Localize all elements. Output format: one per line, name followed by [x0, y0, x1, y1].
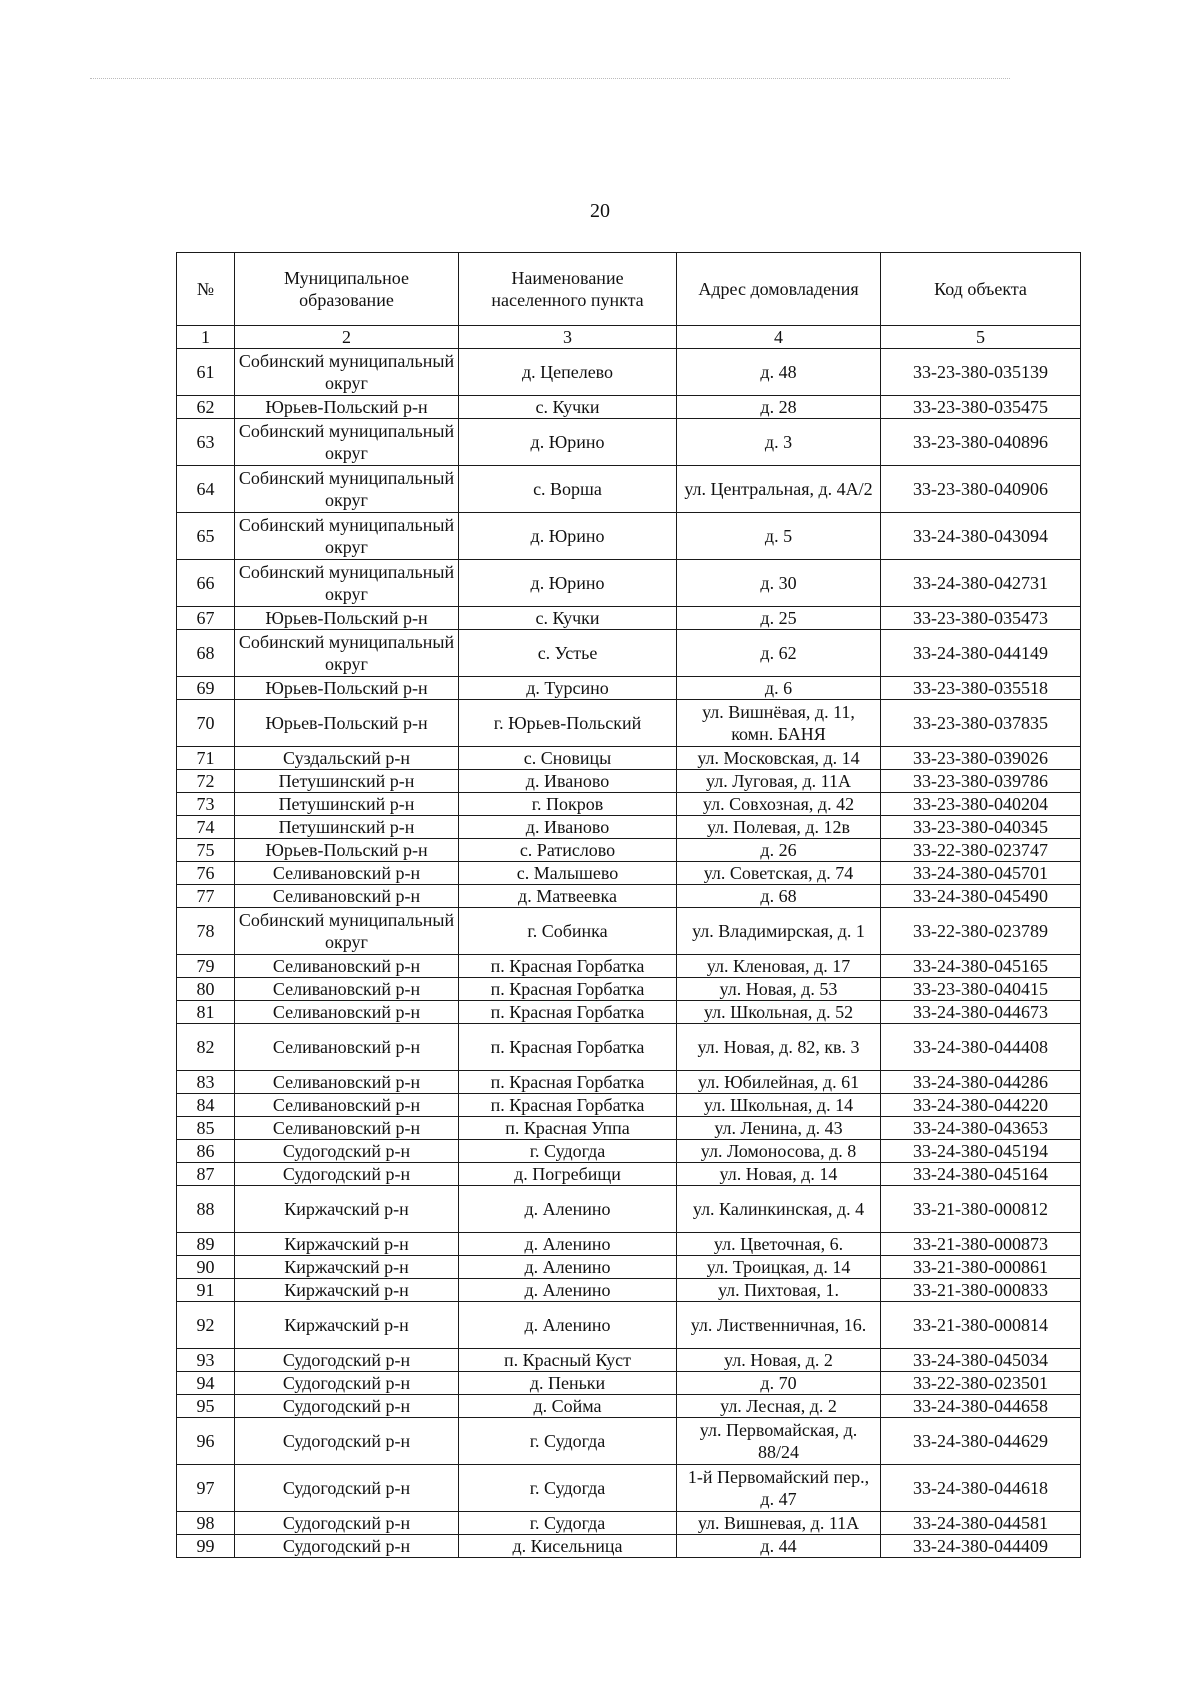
row-number: 74	[177, 816, 235, 839]
municipality-cell: Юрьев-Польский р-н	[235, 700, 459, 747]
row-number: 83	[177, 1071, 235, 1094]
table-header-row	[177, 253, 1081, 326]
row-number: 95	[177, 1395, 235, 1418]
row-number: 61	[177, 349, 235, 396]
municipality-cell: Судогодский р-н	[235, 1418, 459, 1465]
object-code-cell: 33-23-380-035518	[881, 677, 1081, 700]
address-cell: ул. Новая, д. 82, кв. 3	[677, 1024, 881, 1071]
settlement-cell: с. Малышево	[459, 862, 677, 885]
row-number: 87	[177, 1163, 235, 1186]
address-cell: ул. Лесная, д. 2	[677, 1395, 881, 1418]
table-row	[177, 1418, 1081, 1465]
row-number: 70	[177, 700, 235, 747]
table-row	[177, 978, 1081, 1001]
object-code-cell: 33-24-380-045701	[881, 862, 1081, 885]
table-row	[177, 1395, 1081, 1418]
address-cell: д. 5	[677, 513, 881, 560]
row-number: 94	[177, 1372, 235, 1395]
object-code-cell: 33-23-380-040415	[881, 978, 1081, 1001]
address-cell: д. 26	[677, 839, 881, 862]
object-code-cell: 33-24-380-044286	[881, 1071, 1081, 1094]
table-row	[177, 630, 1081, 677]
row-number: 84	[177, 1094, 235, 1117]
row-number: 76	[177, 862, 235, 885]
table-row	[177, 560, 1081, 607]
row-number: 68	[177, 630, 235, 677]
address-cell: ул. Кленовая, д. 17	[677, 955, 881, 978]
address-cell: ул. Новая, д. 2	[677, 1349, 881, 1372]
object-code-cell: 33-24-380-045164	[881, 1163, 1081, 1186]
settlement-cell: с. Сновицы	[459, 747, 677, 770]
settlement-cell: п. Красная Уппа	[459, 1117, 677, 1140]
settlement-cell: с. Кучки	[459, 396, 677, 419]
address-cell: ул. Луговая, д. 11А	[677, 770, 881, 793]
row-number: 89	[177, 1233, 235, 1256]
settlement-cell: с. Кучки	[459, 607, 677, 630]
address-cell: ул. Вишнёвая, д. 11, комн. БАНЯ	[677, 700, 881, 747]
address-cell: ул. Новая, д. 14	[677, 1163, 881, 1186]
settlement-cell: с. Устье	[459, 630, 677, 677]
address-cell: ул. Центральная, д. 4А/2	[677, 466, 881, 513]
row-number: 75	[177, 839, 235, 862]
row-number: 86	[177, 1140, 235, 1163]
table-row	[177, 607, 1081, 630]
municipality-cell: Юрьев-Польский р-н	[235, 677, 459, 700]
settlement-cell: п. Красная Горбатка	[459, 1094, 677, 1117]
settlement-cell: п. Красная Горбатка	[459, 1001, 677, 1024]
table-row	[177, 1071, 1081, 1094]
settlement-cell: п. Красная Горбатка	[459, 955, 677, 978]
settlement-cell: д. Иваново	[459, 770, 677, 793]
address-cell: ул. Школьная, д. 52	[677, 1001, 881, 1024]
address-cell: д. 30	[677, 560, 881, 607]
row-number: 64	[177, 466, 235, 513]
table-row	[177, 862, 1081, 885]
municipality-cell: Собинский муниципальный округ	[235, 466, 459, 513]
object-code-cell: 33-23-380-035475	[881, 396, 1081, 419]
table-row	[177, 1001, 1081, 1024]
municipality-cell: Селивановский р-н	[235, 1117, 459, 1140]
address-cell: ул. Полевая, д. 12в	[677, 816, 881, 839]
table-row	[177, 1535, 1081, 1558]
header-settlement: Наименование населенного пункта	[459, 253, 677, 326]
object-code-cell: 33-23-380-039786	[881, 770, 1081, 793]
row-number: 78	[177, 908, 235, 955]
table-row	[177, 1302, 1081, 1349]
row-number: 96	[177, 1418, 235, 1465]
column-index: 5	[881, 326, 1081, 349]
municipality-cell: Киржачский р-н	[235, 1186, 459, 1233]
settlement-cell: д. Сойма	[459, 1395, 677, 1418]
municipality-cell: Судогодский р-н	[235, 1140, 459, 1163]
address-cell: д. 44	[677, 1535, 881, 1558]
row-number: 72	[177, 770, 235, 793]
municipality-cell: Селивановский р-н	[235, 1071, 459, 1094]
table-row	[177, 513, 1081, 560]
object-code-cell: 33-24-380-045165	[881, 955, 1081, 978]
object-code-cell: 33-23-380-039026	[881, 747, 1081, 770]
municipality-cell: Судогодский р-н	[235, 1512, 459, 1535]
municipality-cell: Собинский муниципальный округ	[235, 908, 459, 955]
municipality-cell: Юрьев-Польский р-н	[235, 839, 459, 862]
row-number: 93	[177, 1349, 235, 1372]
object-code-cell: 33-21-380-000873	[881, 1233, 1081, 1256]
object-code-cell: 33-22-380-023789	[881, 908, 1081, 955]
address-cell: д. 62	[677, 630, 881, 677]
table-row	[177, 1465, 1081, 1512]
object-code-cell: 33-24-380-045194	[881, 1140, 1081, 1163]
municipality-cell: Киржачский р-н	[235, 1233, 459, 1256]
object-code-cell: 33-24-380-044408	[881, 1024, 1081, 1071]
table-row	[177, 419, 1081, 466]
table-row	[177, 1024, 1081, 1071]
object-code-cell: 33-24-380-044149	[881, 630, 1081, 677]
municipality-cell: Собинский муниципальный округ	[235, 630, 459, 677]
municipality-cell: Селивановский р-н	[235, 862, 459, 885]
settlement-cell: д. Турсино	[459, 677, 677, 700]
header-number: №	[177, 253, 235, 326]
municipality-cell: Юрьев-Польский р-н	[235, 396, 459, 419]
settlement-cell: д. Кисельница	[459, 1535, 677, 1558]
municipality-cell: Селивановский р-н	[235, 885, 459, 908]
table-row	[177, 1512, 1081, 1535]
row-number: 79	[177, 955, 235, 978]
municipality-cell: Селивановский р-н	[235, 1001, 459, 1024]
municipality-cell: Киржачский р-н	[235, 1256, 459, 1279]
municipality-cell: Селивановский р-н	[235, 1094, 459, 1117]
municipality-cell: Собинский муниципальный округ	[235, 560, 459, 607]
settlement-cell: с. Ратислово	[459, 839, 677, 862]
settlement-cell: д. Иваново	[459, 816, 677, 839]
address-cell: ул. Вишневая, д. 11А	[677, 1512, 881, 1535]
table-row	[177, 1186, 1081, 1233]
table-row	[177, 885, 1081, 908]
table-row	[177, 349, 1081, 396]
row-number: 99	[177, 1535, 235, 1558]
settlement-cell: г. Собинка	[459, 908, 677, 955]
row-number: 63	[177, 419, 235, 466]
address-cell: д. 6	[677, 677, 881, 700]
records-table	[176, 252, 1081, 1558]
address-cell: д. 68	[677, 885, 881, 908]
municipality-cell: Собинский муниципальный округ	[235, 419, 459, 466]
table-row	[177, 466, 1081, 513]
row-number: 69	[177, 677, 235, 700]
object-code-cell: 33-23-380-040204	[881, 793, 1081, 816]
object-code-cell: 33-24-380-044220	[881, 1094, 1081, 1117]
table-row	[177, 396, 1081, 419]
object-code-cell: 33-21-380-000833	[881, 1279, 1081, 1302]
settlement-cell: п. Красная Горбатка	[459, 978, 677, 1001]
object-code-cell: 33-22-380-023747	[881, 839, 1081, 862]
municipality-cell: Петушинский р-н	[235, 816, 459, 839]
row-number: 80	[177, 978, 235, 1001]
column-index: 1	[177, 326, 235, 349]
settlement-cell: г. Покров	[459, 793, 677, 816]
row-number: 85	[177, 1117, 235, 1140]
table-body	[177, 349, 1081, 1558]
row-number: 71	[177, 747, 235, 770]
object-code-cell: 33-23-380-035139	[881, 349, 1081, 396]
table-row	[177, 1256, 1081, 1279]
table-row	[177, 1349, 1081, 1372]
address-cell: ул. Цветочная, 6.	[677, 1233, 881, 1256]
settlement-cell: д. Цепелево	[459, 349, 677, 396]
object-code-cell: 33-23-380-037835	[881, 700, 1081, 747]
table-row	[177, 1140, 1081, 1163]
address-cell: ул. Новая, д. 53	[677, 978, 881, 1001]
address-cell: ул. Совхозная, д. 42	[677, 793, 881, 816]
header-object-code: Код объекта	[881, 253, 1081, 326]
object-code-cell: 33-21-380-000861	[881, 1256, 1081, 1279]
column-index-row	[177, 326, 1081, 349]
page-number: 20	[590, 200, 610, 222]
row-number: 66	[177, 560, 235, 607]
column-index: 3	[459, 326, 677, 349]
address-cell: д. 48	[677, 349, 881, 396]
table-row	[177, 1094, 1081, 1117]
object-code-cell: 33-24-380-044658	[881, 1395, 1081, 1418]
settlement-cell: г. Юрьев-Польский	[459, 700, 677, 747]
table-row	[177, 677, 1081, 700]
settlement-cell: г. Судогда	[459, 1140, 677, 1163]
row-number: 81	[177, 1001, 235, 1024]
object-code-cell: 33-24-380-045034	[881, 1349, 1081, 1372]
object-code-cell: 33-24-380-043653	[881, 1117, 1081, 1140]
table-row	[177, 1372, 1081, 1395]
municipality-cell: Киржачский р-н	[235, 1279, 459, 1302]
row-number: 90	[177, 1256, 235, 1279]
settlement-cell: п. Красная Горбатка	[459, 1071, 677, 1094]
row-number: 65	[177, 513, 235, 560]
settlement-cell: г. Судогда	[459, 1512, 677, 1535]
object-code-cell: 33-21-380-000814	[881, 1302, 1081, 1349]
address-cell: ул. Первомайская, д. 88/24	[677, 1418, 881, 1465]
settlement-cell: д. Аленино	[459, 1302, 677, 1349]
object-code-cell: 33-24-380-042731	[881, 560, 1081, 607]
object-code-cell: 33-23-380-035473	[881, 607, 1081, 630]
settlement-cell: д. Аленино	[459, 1233, 677, 1256]
settlement-cell: с. Ворша	[459, 466, 677, 513]
table-row	[177, 955, 1081, 978]
settlement-cell: д. Матвеевка	[459, 885, 677, 908]
address-cell: ул. Юбилейная, д. 61	[677, 1071, 881, 1094]
row-number: 92	[177, 1302, 235, 1349]
object-code-cell: 33-24-380-045490	[881, 885, 1081, 908]
table-row	[177, 1117, 1081, 1140]
header-address: Адрес домовладения	[677, 253, 881, 326]
municipality-cell: Судогодский р-н	[235, 1349, 459, 1372]
settlement-cell: п. Красный Куст	[459, 1349, 677, 1372]
scan-artifact-line	[90, 78, 1010, 81]
object-code-cell: 33-23-380-040896	[881, 419, 1081, 466]
object-code-cell: 33-24-380-044629	[881, 1418, 1081, 1465]
address-cell: 1-й Первомайский пер., д. 47	[677, 1465, 881, 1512]
address-cell: ул. Калинкинская, д. 4	[677, 1186, 881, 1233]
row-number: 73	[177, 793, 235, 816]
municipality-cell: Селивановский р-н	[235, 1024, 459, 1071]
table-row	[177, 908, 1081, 955]
table-row	[177, 700, 1081, 747]
object-code-cell: 33-24-380-044618	[881, 1465, 1081, 1512]
settlement-cell: д. Юрино	[459, 419, 677, 466]
object-code-cell: 33-22-380-023501	[881, 1372, 1081, 1395]
municipality-cell: Селивановский р-н	[235, 978, 459, 1001]
column-index: 2	[235, 326, 459, 349]
object-code-cell: 33-23-380-040345	[881, 816, 1081, 839]
municipality-cell: Судогодский р-н	[235, 1163, 459, 1186]
settlement-cell: г. Судогда	[459, 1418, 677, 1465]
address-cell: ул. Советская, д. 74	[677, 862, 881, 885]
table-row	[177, 747, 1081, 770]
address-cell: д. 70	[677, 1372, 881, 1395]
municipality-cell: Киржачский р-н	[235, 1302, 459, 1349]
row-number: 77	[177, 885, 235, 908]
settlement-cell: д. Пеньки	[459, 1372, 677, 1395]
address-cell: ул. Троицкая, д. 14	[677, 1256, 881, 1279]
address-cell: ул. Московская, д. 14	[677, 747, 881, 770]
row-number: 97	[177, 1465, 235, 1512]
municipality-cell: Судогодский р-н	[235, 1395, 459, 1418]
table-row	[177, 770, 1081, 793]
municipality-cell: Селивановский р-н	[235, 955, 459, 978]
object-code-cell: 33-24-380-044409	[881, 1535, 1081, 1558]
address-cell: ул. Пихтовая, 1.	[677, 1279, 881, 1302]
address-cell: ул. Лиственничная, 16.	[677, 1302, 881, 1349]
municipality-cell: Суздальский р-н	[235, 747, 459, 770]
object-code-cell: 33-23-380-040906	[881, 466, 1081, 513]
municipality-cell: Судогодский р-н	[235, 1465, 459, 1512]
header-municipality: Муниципальное образование	[235, 253, 459, 326]
table-row	[177, 1163, 1081, 1186]
address-cell: д. 28	[677, 396, 881, 419]
row-number: 62	[177, 396, 235, 419]
row-number: 88	[177, 1186, 235, 1233]
table-row	[177, 1279, 1081, 1302]
settlement-cell: д. Аленино	[459, 1279, 677, 1302]
address-cell: ул. Ленина, д. 43	[677, 1117, 881, 1140]
object-code-cell: 33-21-380-000812	[881, 1186, 1081, 1233]
settlement-cell: п. Красная Горбатка	[459, 1024, 677, 1071]
column-index: 4	[677, 326, 881, 349]
table-row	[177, 1233, 1081, 1256]
address-cell: ул. Владимирская, д. 1	[677, 908, 881, 955]
settlement-cell: г. Судогда	[459, 1465, 677, 1512]
object-code-cell: 33-24-380-044581	[881, 1512, 1081, 1535]
municipality-cell: Юрьев-Польский р-н	[235, 607, 459, 630]
row-number: 98	[177, 1512, 235, 1535]
municipality-cell: Судогодский р-н	[235, 1535, 459, 1558]
row-number: 91	[177, 1279, 235, 1302]
municipality-cell: Петушинский р-н	[235, 770, 459, 793]
row-number: 67	[177, 607, 235, 630]
address-cell: д. 3	[677, 419, 881, 466]
address-cell: д. 25	[677, 607, 881, 630]
municipality-cell: Собинский муниципальный округ	[235, 513, 459, 560]
table-row	[177, 839, 1081, 862]
municipality-cell: Петушинский р-н	[235, 793, 459, 816]
table-row	[177, 816, 1081, 839]
row-number: 82	[177, 1024, 235, 1071]
municipality-cell: Судогодский р-н	[235, 1372, 459, 1395]
settlement-cell: д. Аленино	[459, 1256, 677, 1279]
settlement-cell: д. Юрино	[459, 560, 677, 607]
address-cell: ул. Школьная, д. 14	[677, 1094, 881, 1117]
settlement-cell: д. Юрино	[459, 513, 677, 560]
municipality-cell: Собинский муниципальный округ	[235, 349, 459, 396]
table-row	[177, 793, 1081, 816]
object-code-cell: 33-24-380-044673	[881, 1001, 1081, 1024]
address-cell: ул. Ломоносова, д. 8	[677, 1140, 881, 1163]
object-code-cell: 33-24-380-043094	[881, 513, 1081, 560]
settlement-cell: д. Погребищи	[459, 1163, 677, 1186]
settlement-cell: д. Аленино	[459, 1186, 677, 1233]
